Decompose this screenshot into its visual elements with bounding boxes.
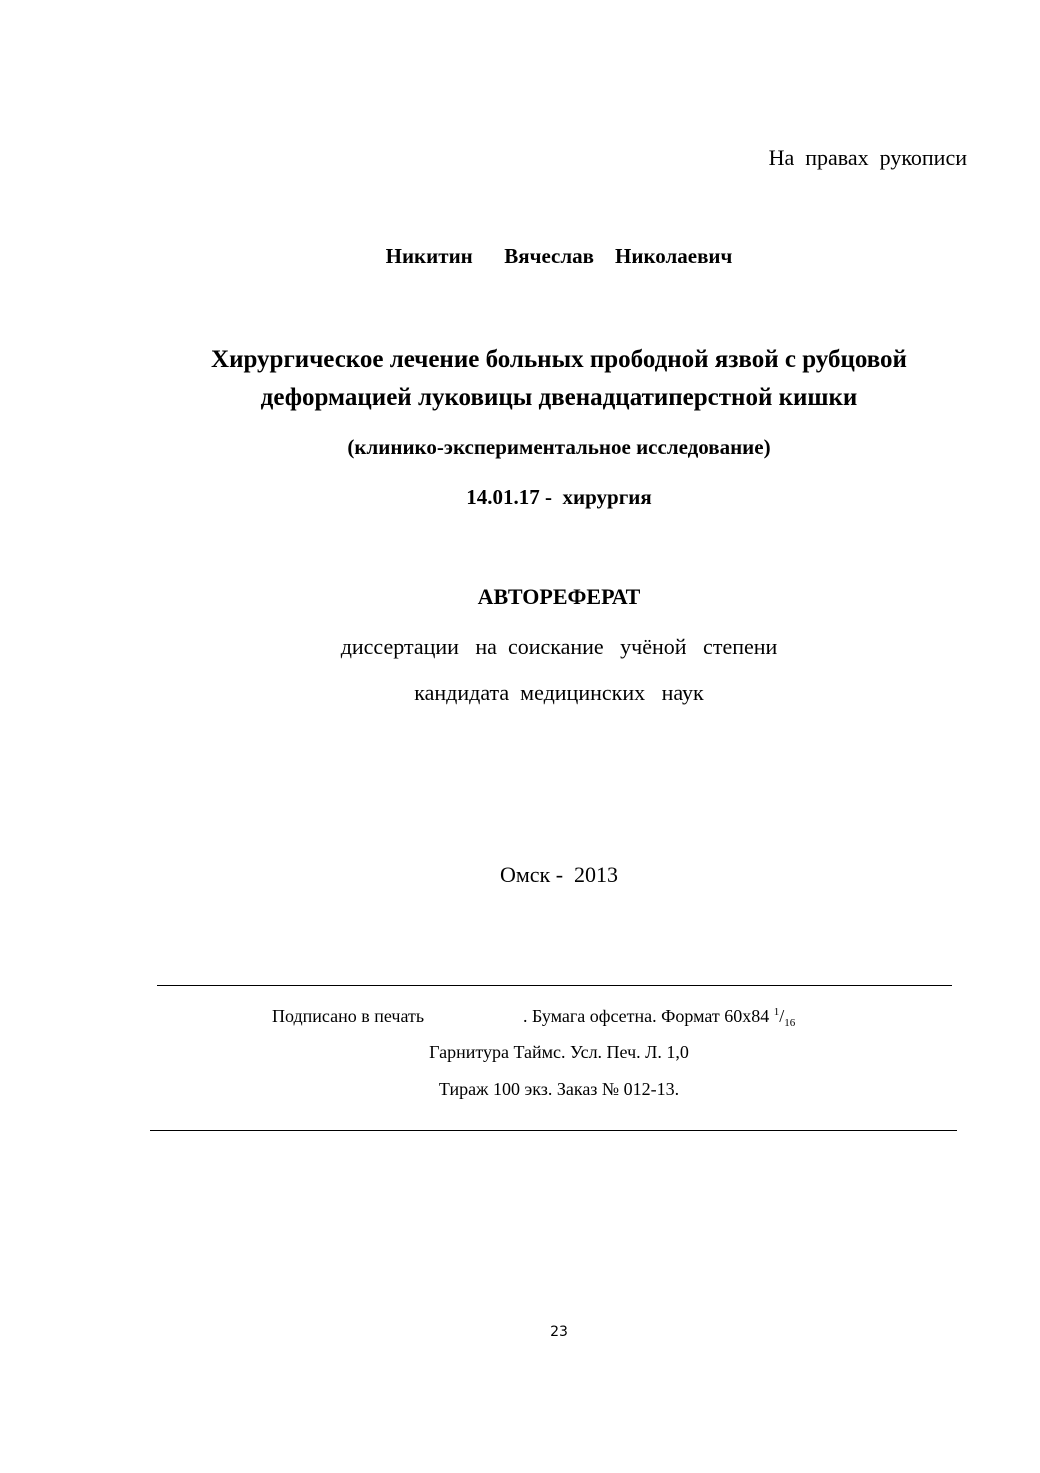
- top-divider: [157, 985, 952, 986]
- format-numerator: 1: [773, 1006, 780, 1018]
- rights-notice: На правах рукописи: [768, 145, 967, 170]
- degree-line-2: кандидата медицинских наук: [414, 680, 704, 705]
- thesis-subtitle: (клинико-экспериментальное исследование): [347, 435, 771, 459]
- place-year: Омск - 2013: [499, 862, 619, 887]
- thesis-title-line-1: Хирургическое лечение больных прободной язвой с рубцовой: [211, 346, 907, 373]
- format-denominator: 16: [784, 1017, 796, 1029]
- specialty-code: 14.01.17 - хирургия: [466, 485, 652, 509]
- imprint-paper-text: . Бумага офсетна. Формат 60х84: [523, 1006, 774, 1026]
- imprint-paper-format: [523, 1006, 795, 1029]
- bottom-divider: [150, 1130, 957, 1131]
- author-name: Никитин Вячеслав Николаевич: [385, 244, 733, 268]
- format-separator: /: [779, 1006, 785, 1026]
- abstract-heading: АВТОРЕФЕРАТ: [477, 584, 641, 609]
- imprint-print-run: Тираж 100 экз. Заказ № 012-13.: [438, 1079, 680, 1099]
- thesis-title-line-2: деформацией луковицы двенадцатиперстной кишки: [260, 384, 858, 411]
- page-number: 23: [550, 1324, 568, 1340]
- degree-line-1: диссертации на соискание учёной степени: [340, 634, 778, 659]
- imprint-signed: Подписано в печать: [272, 1006, 425, 1026]
- imprint-typeface: Гарнитура Таймс. Усл. Печ. Л. 1,0: [429, 1042, 689, 1062]
